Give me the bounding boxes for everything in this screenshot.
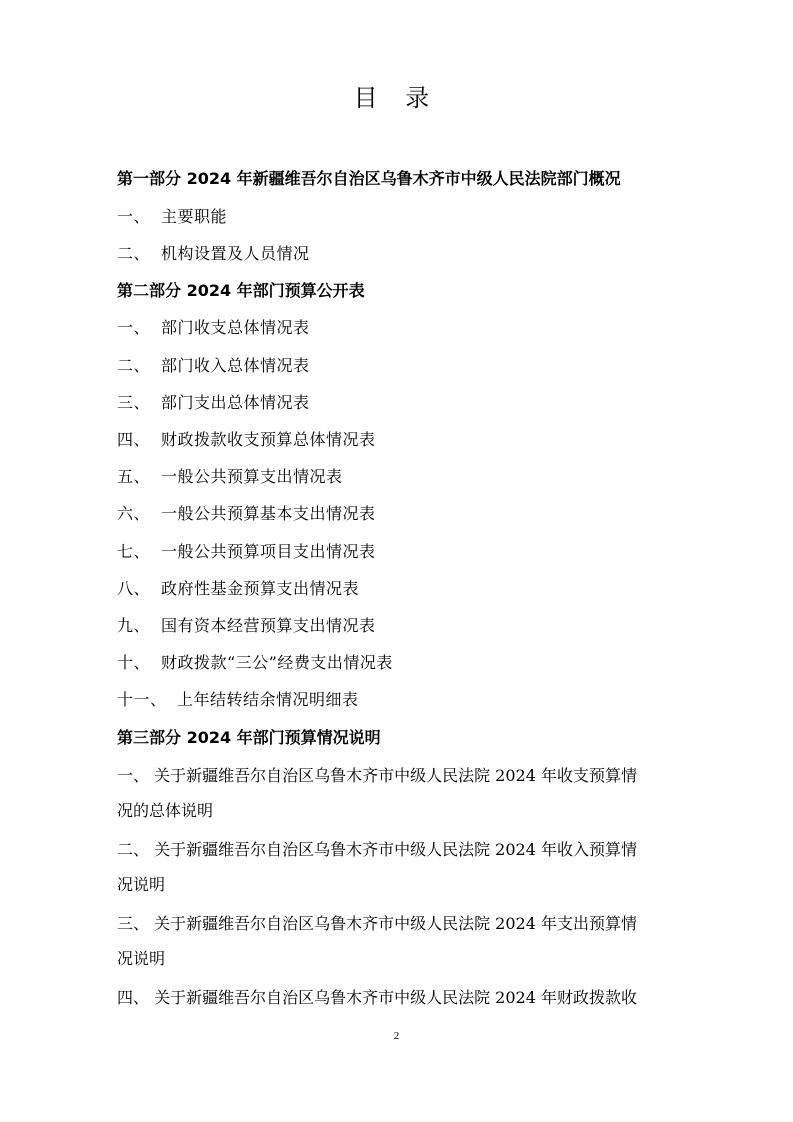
toc-item (117, 392, 717, 414)
page-number: 2 (393, 1030, 400, 1042)
toc-item-text: 一般公共预算基本支出情况表 (161, 504, 376, 523)
toc-item-number: 七、 (117, 542, 151, 561)
toc-item-text: 财政拨款“三公”经费支出情况表 (161, 653, 393, 672)
toc-item-text: 上年结转结余情况明细表 (177, 690, 359, 709)
part3-heading: 第三部分 2024 年部门预算情况说明 (117, 728, 381, 747)
toc-paragraph-item (117, 832, 717, 902)
toc-item-text: 一般公共预算支出情况表 (161, 467, 343, 486)
toc-item-text: 主要职能 (161, 207, 228, 226)
toc-paragraph-continuation: 况说明 (117, 875, 166, 894)
toc-paragraph-continuation: 况的总体说明 (117, 801, 214, 820)
toc-item-number: 十、 (117, 653, 151, 672)
toc-item (117, 206, 717, 228)
toc-item-number: 八、 (117, 579, 151, 598)
toc-item-text: 部门收支总体情况表 (161, 318, 310, 337)
part1-heading: 第一部分 2024 年新疆维吾尔自治区乌鲁木齐市中级人民法院部门概况 (117, 169, 621, 188)
toc-item-number: 五、 (117, 467, 151, 486)
toc-paragraph-item (117, 758, 717, 828)
toc-item (117, 317, 717, 339)
toc-paragraph-line: 四、 关于新疆维吾尔自治区乌鲁木齐市中级人民法院 2024 年财政拨款收 (117, 988, 637, 1007)
toc-paragraph-item (117, 906, 717, 976)
toc-item-text: 财政拨款收支预算总体情况表 (161, 430, 376, 449)
toc-item (117, 541, 717, 563)
toc-item (117, 243, 717, 265)
toc-item-number: 十一、 (117, 690, 167, 709)
toc-item-number: 一、 (117, 318, 151, 337)
toc-item-number: 四、 (117, 430, 151, 449)
toc-item-text: 国有资本经营预算支出情况表 (161, 616, 376, 635)
toc-item (117, 652, 717, 674)
toc-item-number: 二、 (117, 356, 151, 375)
toc-paragraph-continuation: 况说明 (117, 949, 166, 968)
toc-item (117, 355, 717, 377)
toc-item (117, 689, 717, 711)
toc-item-number: 一、 (117, 207, 151, 226)
toc-paragraph-line: 一、 关于新疆维吾尔自治区乌鲁木齐市中级人民法院 2024 年收支预算情 (117, 766, 637, 785)
toc-item (117, 615, 717, 637)
toc-item-text: 机构设置及人员情况 (161, 244, 310, 263)
page-title: 目 录 (353, 84, 440, 112)
part2-heading: 第二部分 2024 年部门预算公开表 (117, 281, 365, 300)
toc-item-text: 部门收入总体情况表 (161, 356, 310, 375)
toc-item-text: 部门支出总体情况表 (161, 393, 310, 412)
toc-paragraph-line: 二、 关于新疆维吾尔自治区乌鲁木齐市中级人民法院 2024 年收入预算情 (117, 840, 637, 859)
toc-item (117, 578, 717, 600)
toc-item-number: 六、 (117, 504, 151, 523)
toc-item-number: 九、 (117, 616, 151, 635)
toc-item (117, 503, 717, 525)
toc-paragraph-item (117, 980, 717, 1015)
toc-item-text: 政府性基金预算支出情况表 (161, 579, 360, 598)
toc-item-text: 一般公共预算项目支出情况表 (161, 542, 376, 561)
toc-item (117, 429, 717, 451)
toc-item (117, 466, 717, 488)
toc-item-number: 二、 (117, 244, 151, 263)
toc-paragraph-line: 三、 关于新疆维吾尔自治区乌鲁木齐市中级人民法院 2024 年支出预算情 (117, 914, 637, 933)
toc-item-number: 三、 (117, 393, 151, 412)
